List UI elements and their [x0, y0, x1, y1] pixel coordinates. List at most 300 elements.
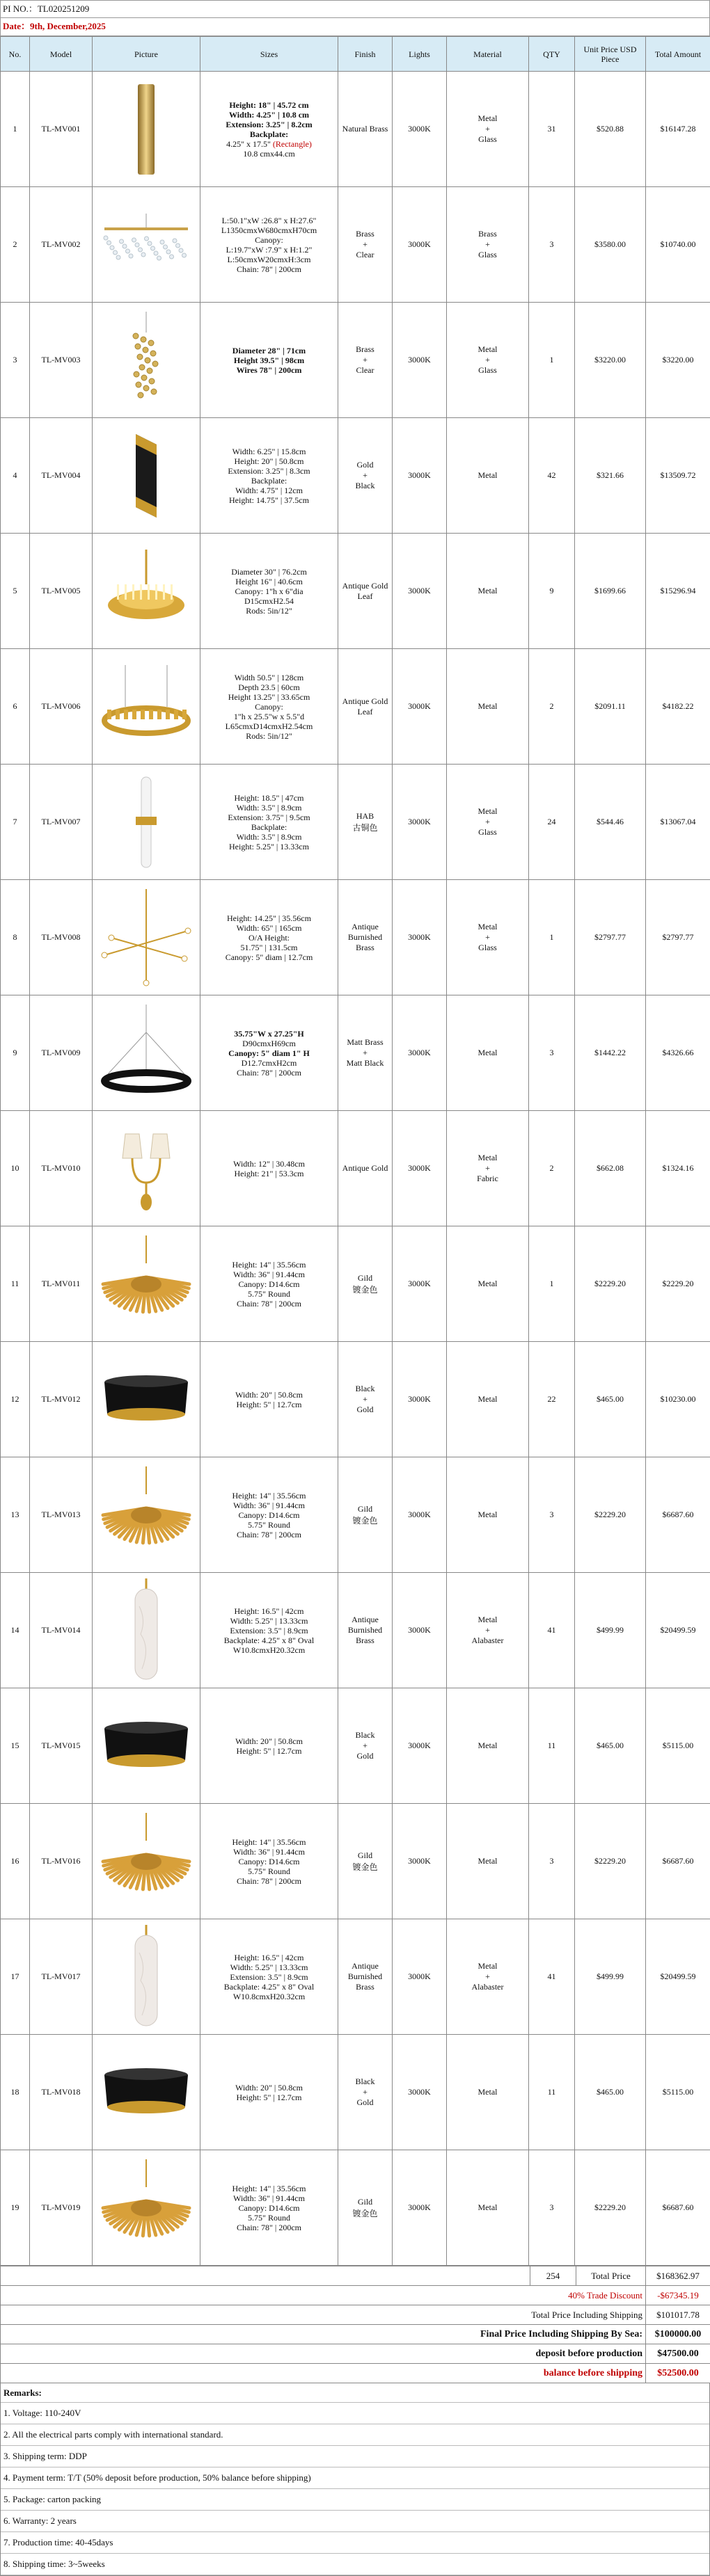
- product-sizes-line: Width: 3.5" | 8.9cm: [202, 832, 336, 842]
- product-material: [447, 2035, 529, 2150]
- product-sizes-line: D15cmxH2.54: [202, 596, 336, 606]
- product-material: [447, 765, 529, 880]
- product-sizes: [200, 1342, 338, 1457]
- light-temperature: 3000K: [393, 1226, 447, 1342]
- product-material-line: Alabaster: [448, 1635, 527, 1646]
- product-sizes-line: Width: 6.25" | 15.8cm: [202, 447, 336, 456]
- product-finish-line: Gold: [340, 1405, 390, 1415]
- model-code: TL-MV008: [30, 880, 93, 995]
- product-sizes-line: Height: 18" | 45.72 cm: [202, 100, 336, 110]
- product-sizes-line: Height: 5" | 12.7cm: [202, 1400, 336, 1409]
- light-temperature: 3000K: [393, 2035, 447, 2150]
- table-row: [1, 649, 710, 765]
- model-code: TL-MV010: [30, 1111, 93, 1226]
- light-temperature: 3000K: [393, 649, 447, 765]
- row-number: 6: [1, 649, 30, 765]
- table-row: [1, 995, 710, 1111]
- product-table: [0, 36, 710, 2266]
- product-sizes-line: 5.75" Round: [202, 2213, 336, 2223]
- product-sizes-line: D90cmxH69cm: [202, 1039, 336, 1048]
- row-number: 12: [1, 1342, 30, 1457]
- total-amount: $4326.66: [646, 995, 710, 1111]
- product-sizes: [200, 1457, 338, 1573]
- quantity: 24: [529, 765, 575, 880]
- row-number: 10: [1, 1111, 30, 1226]
- black-drum-flush-mount-icon: [97, 2040, 195, 2145]
- product-sizes: [200, 72, 338, 187]
- black-drum-flush-mount-icon: [97, 1694, 195, 1798]
- product-sizes: [200, 995, 338, 1111]
- deposit-row: [1, 2344, 710, 2364]
- remark-item: 2. All the electrical parts comply with international standard.: [1, 2424, 709, 2446]
- product-sizes-line: Width: 12" | 30.48cm: [202, 1159, 336, 1169]
- product-picture: [93, 1111, 200, 1226]
- product-finish: [338, 1688, 393, 1804]
- product-sizes-line: Height: 20" | 50.8cm: [202, 456, 336, 466]
- balance-row: [1, 2364, 710, 2383]
- product-picture: [93, 880, 200, 995]
- product-sizes-line: Extension: 3.5" | 8.9cm: [202, 1626, 336, 1635]
- product-material: [447, 2150, 529, 2266]
- total-amount: $6687.60: [646, 1457, 710, 1573]
- product-material-line: Metal: [448, 806, 527, 817]
- product-sizes-line: Canopy: D14.6cm: [202, 1279, 336, 1289]
- unit-price: $1442.22: [575, 995, 646, 1111]
- product-sizes-line: Height: 5.25" | 13.33cm: [202, 842, 336, 851]
- product-finish-line: Brass: [340, 1635, 390, 1646]
- light-temperature: 3000K: [393, 534, 447, 649]
- unit-price: $465.00: [575, 1342, 646, 1457]
- crystal-linear-chandelier-icon: [97, 193, 195, 297]
- product-finish-line: Antique Gold: [340, 581, 390, 591]
- unit-price: $499.99: [575, 1919, 646, 2035]
- product-sizes-line: Width: 4.25" | 10.8 cm: [202, 110, 336, 120]
- product-finish: [338, 2035, 393, 2150]
- product-material-line: +: [448, 1163, 527, 1174]
- product-sizes-line: Canopy:: [202, 235, 336, 245]
- deposit-label: deposit before production: [1, 2344, 646, 2364]
- product-sizes-line: Height: 14" | 35.56cm: [202, 2184, 336, 2193]
- tall-cylinder-wall-sconce-icon: [97, 77, 195, 182]
- product-finish-line: Brass: [340, 943, 390, 953]
- unit-price: $3580.00: [575, 187, 646, 303]
- product-material-line: Metal: [448, 1856, 527, 1866]
- quantity: 3: [529, 2150, 575, 2266]
- model-code: TL-MV007: [30, 765, 93, 880]
- product-material-line: +: [448, 932, 527, 943]
- product-finish-line: Black: [340, 481, 390, 491]
- model-code: TL-MV009: [30, 995, 93, 1111]
- light-temperature: 3000K: [393, 1573, 447, 1688]
- product-sizes: [200, 1919, 338, 2035]
- product-sizes-line: 35.75"W x 27.25"H: [202, 1029, 336, 1039]
- quantity: 3: [529, 995, 575, 1111]
- product-sizes-line: 5.75" Round: [202, 1289, 336, 1299]
- product-sizes-line: Height 13.25" | 33.65cm: [202, 692, 336, 702]
- product-finish-line: Matt Brass: [340, 1037, 390, 1048]
- product-sizes-line: D12.7cmxH2cm: [202, 1058, 336, 1068]
- product-sizes-line: Height: 21" | 53.3cm: [202, 1169, 336, 1178]
- table-row: [1, 1111, 710, 1226]
- total-price-value: $168362.97: [646, 2266, 710, 2286]
- model-code: TL-MV002: [30, 187, 93, 303]
- product-finish-line: Brass: [340, 229, 390, 239]
- total-price-label: Total Price: [576, 2266, 646, 2286]
- table-row: [1, 2150, 710, 2266]
- table-row: [1, 187, 710, 303]
- product-sizes-line: W10.8cmxH20.32cm: [202, 1645, 336, 1655]
- product-material: [447, 1457, 529, 1573]
- product-sizes-line: 10.8 cmx44.cm: [202, 149, 336, 159]
- product-sizes-line: Canopy: D14.6cm: [202, 2203, 336, 2213]
- quantity: 3: [529, 1804, 575, 1919]
- product-sizes-line: Height: 16.5" | 42cm: [202, 1953, 336, 1962]
- product-sizes: [200, 1226, 338, 1342]
- row-number: 17: [1, 1919, 30, 2035]
- table-row: [1, 1688, 710, 1804]
- product-finish-line: 古铜色: [340, 822, 390, 833]
- total-amount: $20499.59: [646, 1573, 710, 1688]
- product-sizes: [200, 880, 338, 995]
- product-sizes-line: Canopy: 5" diam 1" H: [202, 1048, 336, 1058]
- product-picture: [93, 1342, 200, 1457]
- product-finish-line: Black: [340, 1730, 390, 1741]
- row-number: 16: [1, 1804, 30, 1919]
- quantity: 42: [529, 418, 575, 534]
- product-picture: [93, 72, 200, 187]
- product-material-line: +: [448, 124, 527, 134]
- product-finish-line: Black: [340, 1384, 390, 1394]
- product-picture: [93, 303, 200, 418]
- product-finish-line: Matt Black: [340, 1058, 390, 1069]
- row-number: 15: [1, 1688, 30, 1804]
- unit-price: $662.08: [575, 1111, 646, 1226]
- product-material-line: Glass: [448, 943, 527, 953]
- product-material-line: Metal: [448, 2087, 527, 2097]
- product-sizes-line: 1"h x 25.5"w x 5.5"d: [202, 712, 336, 721]
- product-sizes-line: Backplate: 4.25" x 8" Oval: [202, 1635, 336, 1645]
- product-picture: [93, 1573, 200, 1688]
- product-finish-line: Brass: [340, 344, 390, 355]
- final-price-value: $100000.00: [646, 2325, 710, 2344]
- table-header-row: [1, 37, 710, 72]
- table-row: [1, 418, 710, 534]
- product-picture: [93, 1457, 200, 1573]
- product-material: [447, 187, 529, 303]
- product-finish-line: +: [340, 1741, 390, 1751]
- product-material-line: Metal: [448, 344, 527, 355]
- light-temperature: 3000K: [393, 187, 447, 303]
- product-sizes-line: Height 16" | 40.6cm: [202, 577, 336, 586]
- product-sizes-line: L:19.7"xW :7.9" x H:1.2": [202, 245, 336, 255]
- unit-price: $2229.20: [575, 1804, 646, 1919]
- product-sizes-line: Width: 5.25" | 13.33cm: [202, 1962, 336, 1972]
- total-amount: $4182.22: [646, 649, 710, 765]
- product-finish-line: +: [340, 2087, 390, 2097]
- product-finish: [338, 649, 393, 765]
- product-material: [447, 1226, 529, 1342]
- model-code: TL-MV012: [30, 1342, 93, 1457]
- product-sizes: [200, 1111, 338, 1226]
- product-finish-line: Black: [340, 2077, 390, 2087]
- product-sizes-line: Chain: 78" | 200cm: [202, 1876, 336, 1886]
- product-picture: [93, 1688, 200, 1804]
- product-material-line: +: [448, 355, 527, 365]
- qty-total: 254: [530, 2266, 576, 2286]
- total-amount: $13067.04: [646, 765, 710, 880]
- model-code: TL-MV005: [30, 534, 93, 649]
- product-sizes-line: Width: 65" | 165cm: [202, 923, 336, 933]
- col-no-header: No.: [1, 37, 30, 72]
- product-finish-line: Burnished: [340, 932, 390, 943]
- product-finish-line: HAB: [340, 811, 390, 822]
- light-temperature: 3000K: [393, 418, 447, 534]
- model-code: TL-MV019: [30, 2150, 93, 2266]
- product-sizes-line: Width: 5.25" | 13.33cm: [202, 1616, 336, 1626]
- product-sizes-line: Backplate:: [202, 476, 336, 486]
- product-sizes-line: Backplate:: [202, 822, 336, 832]
- remark-item: 8. Shipping time: 3~5weeks: [1, 2554, 709, 2575]
- total-amount: $10230.00: [646, 1342, 710, 1457]
- product-material: [447, 1111, 529, 1226]
- product-sizes-line: Width: 36" | 91.44cm: [202, 1501, 336, 1510]
- table-row: [1, 1226, 710, 1342]
- product-sizes-line: 5.75" Round: [202, 1866, 336, 1876]
- table-row: [1, 1573, 710, 1688]
- product-finish: [338, 1226, 393, 1342]
- product-sizes-line: Diameter 28" | 71cm: [202, 346, 336, 355]
- product-sizes-line: 51.75" | 131.5cm: [202, 943, 336, 952]
- product-material-line: Metal: [448, 1394, 527, 1405]
- row-number: 5: [1, 534, 30, 649]
- sputnik-branch-chandelier-icon: [97, 886, 195, 990]
- product-material-line: Metal: [448, 1741, 527, 1751]
- product-sizes-line: O/A Height:: [202, 933, 336, 943]
- model-code: TL-MV003: [30, 303, 93, 418]
- product-finish-line: +: [340, 1048, 390, 1058]
- incl-shipping-value: $101017.78: [646, 2305, 710, 2325]
- product-finish-line: Leaf: [340, 707, 390, 717]
- gold-leaf-pendant-icon: [97, 2156, 195, 2260]
- black-ring-chandelier-icon: [97, 1001, 195, 1105]
- product-finish: [338, 765, 393, 880]
- product-finish: [338, 187, 393, 303]
- product-sizes-line: Rods: 5in/12": [202, 606, 336, 616]
- total-price-row: [1, 2266, 710, 2286]
- product-finish-line: Antique Gold: [340, 696, 390, 707]
- product-material-line: Glass: [448, 827, 527, 838]
- row-number: 2: [1, 187, 30, 303]
- product-sizes-line: Height: 14" | 35.56cm: [202, 1837, 336, 1847]
- quantity: 3: [529, 187, 575, 303]
- product-material: [447, 1804, 529, 1919]
- product-sizes-line: Height: 14.25" | 35.56cm: [202, 913, 336, 923]
- row-number: 13: [1, 1457, 30, 1573]
- model-code: TL-MV015: [30, 1688, 93, 1804]
- product-sizes-line: Chain: 78" | 200cm: [202, 264, 336, 274]
- product-sizes-line: L:50cmxW20cmxH:3cm: [202, 255, 336, 264]
- unit-price: $2091.11: [575, 649, 646, 765]
- product-finish: [338, 303, 393, 418]
- product-finish-line: +: [340, 1394, 390, 1405]
- unit-price: $499.99: [575, 1573, 646, 1688]
- product-sizes-line: 5.75" Round: [202, 1520, 336, 1530]
- quantity: 9: [529, 534, 575, 649]
- product-finish-line: Burnished: [340, 1625, 390, 1635]
- quantity: 2: [529, 649, 575, 765]
- product-sizes-line: L65cmxD14cmxH2.54cm: [202, 721, 336, 731]
- product-material-line: Metal: [448, 1961, 527, 1971]
- incl-shipping-row: [1, 2305, 710, 2325]
- unit-price: $2229.20: [575, 1457, 646, 1573]
- product-sizes-line: Height: 14.75" | 37.5cm: [202, 495, 336, 505]
- product-material-line: Glass: [448, 134, 527, 145]
- product-material-line: Alabaster: [448, 1982, 527, 1992]
- product-sizes: [200, 765, 338, 880]
- table-row: [1, 2035, 710, 2150]
- light-temperature: 3000K: [393, 303, 447, 418]
- product-finish: [338, 880, 393, 995]
- gold-leaf-pendant-icon: [97, 1809, 195, 1914]
- table-row: [1, 534, 710, 649]
- table-row: [1, 1804, 710, 1919]
- table-row: [1, 303, 710, 418]
- row-number: 18: [1, 2035, 30, 2150]
- product-material: [447, 995, 529, 1111]
- product-sizes: [200, 1804, 338, 1919]
- product-sizes-line: 4.25" x 17.5" (Rectangle): [202, 139, 336, 149]
- product-material-line: Metal: [448, 701, 527, 712]
- product-material-line: Metal: [448, 1510, 527, 1520]
- unit-price: $1699.66: [575, 534, 646, 649]
- product-sizes-line: Backplate:: [202, 129, 336, 139]
- remark-item: 4. Payment term: T/T (50% deposit before production, 50% balance before shipping): [1, 2467, 709, 2489]
- light-temperature: 3000K: [393, 1342, 447, 1457]
- quantity: 1: [529, 303, 575, 418]
- product-sizes-line: Extension: 3.75" | 9.5cm: [202, 813, 336, 822]
- product-sizes-line: Rods: 5in/12": [202, 731, 336, 741]
- product-finish-line: Gold: [340, 460, 390, 470]
- product-material: [447, 534, 529, 649]
- product-picture: [93, 995, 200, 1111]
- product-finish-line: Gild: [340, 1273, 390, 1283]
- total-amount: $1324.16: [646, 1111, 710, 1226]
- product-finish-line: Gold: [340, 2097, 390, 2108]
- gold-leaf-pendant-icon: [97, 1232, 195, 1336]
- product-material-line: Metal: [448, 1279, 527, 1289]
- unit-price: $2797.77: [575, 880, 646, 995]
- product-sizes: [200, 187, 338, 303]
- product-sizes: [200, 2150, 338, 2266]
- product-finish-line: 镀金色: [340, 1861, 390, 1873]
- light-temperature: 3000K: [393, 1804, 447, 1919]
- incl-shipping-label: Total Price Including Shipping: [1, 2305, 646, 2325]
- row-number: 19: [1, 2150, 30, 2266]
- product-material: [447, 303, 529, 418]
- row-number: 8: [1, 880, 30, 995]
- product-material-line: Metal: [448, 1153, 527, 1163]
- product-finish: [338, 2150, 393, 2266]
- product-material: [447, 1573, 529, 1688]
- model-code: TL-MV013: [30, 1457, 93, 1573]
- remark-item: 6. Warranty: 2 years: [1, 2511, 709, 2532]
- total-amount: $10740.00: [646, 187, 710, 303]
- crystal-pendant-icon: [97, 308, 195, 413]
- model-code: TL-MV006: [30, 649, 93, 765]
- unit-price: $544.46: [575, 765, 646, 880]
- double-shade-sconce-icon: [97, 1117, 195, 1221]
- product-sizes-line: L1350cmxW680cmxH70cm: [202, 225, 336, 235]
- product-sizes-line: Height: 5" | 12.7cm: [202, 2093, 336, 2102]
- product-sizes-line: Width: 3.5" | 8.9cm: [202, 803, 336, 813]
- product-finish-line: 镀金色: [340, 2207, 390, 2219]
- total-amount: $16147.28: [646, 72, 710, 187]
- quantity: 11: [529, 1688, 575, 1804]
- product-finish-line: Antique: [340, 922, 390, 932]
- col-sizes-header: Sizes: [200, 37, 338, 72]
- total-amount: $15296.94: [646, 534, 710, 649]
- pi-number: PI NO.：TL020251209: [0, 0, 710, 18]
- product-sizes-line: Chain: 78" | 200cm: [202, 1068, 336, 1078]
- total-amount: $2229.20: [646, 1226, 710, 1342]
- product-finish-line: Antique: [340, 1615, 390, 1625]
- product-material-line: Metal: [448, 1048, 527, 1058]
- product-finish-line: +: [340, 355, 390, 365]
- col-qty-header: QTY: [529, 37, 575, 72]
- total-amount: $20499.59: [646, 1919, 710, 2035]
- product-finish: [338, 72, 393, 187]
- row-number: 1: [1, 72, 30, 187]
- unit-price: $520.88: [575, 72, 646, 187]
- product-sizes: [200, 649, 338, 765]
- unit-price: $465.00: [575, 2035, 646, 2150]
- product-material-line: Metal: [448, 113, 527, 124]
- product-finish-line: Gild: [340, 1850, 390, 1861]
- unit-price: $465.00: [575, 1688, 646, 1804]
- product-picture: [93, 418, 200, 534]
- summary-table: [0, 2266, 710, 2383]
- gold-ring-chandelier-icon: [97, 655, 195, 759]
- product-sizes-line: Height: 18.5" | 47cm: [202, 793, 336, 803]
- unit-price: $2229.20: [575, 1226, 646, 1342]
- product-sizes: [200, 534, 338, 649]
- total-amount: $6687.60: [646, 1804, 710, 1919]
- table-row: [1, 1457, 710, 1573]
- col-total-amount-header: Total Amount: [646, 37, 710, 72]
- product-material: [447, 418, 529, 534]
- product-finish-line: Natural Brass: [340, 124, 390, 134]
- light-temperature: 3000K: [393, 1688, 447, 1804]
- product-sizes-line: Chain: 78" | 200cm: [202, 1299, 336, 1309]
- product-sizes-line: Width: 36" | 91.44cm: [202, 2193, 336, 2203]
- product-material-line: Metal: [448, 1615, 527, 1625]
- discount-value: -$67345.19: [646, 2286, 710, 2305]
- light-temperature: 3000K: [393, 1111, 447, 1226]
- product-material-line: Fabric: [448, 1174, 527, 1184]
- unit-price: $321.66: [575, 418, 646, 534]
- product-finish: [338, 1804, 393, 1919]
- final-price-row: [1, 2325, 710, 2344]
- row-number: 9: [1, 995, 30, 1111]
- product-sizes-line: Wires 78" | 200cm: [202, 365, 336, 375]
- gold-leaf-chandelier-icon: [97, 539, 195, 643]
- light-temperature: 3000K: [393, 2150, 447, 2266]
- product-material-line: Brass: [448, 229, 527, 239]
- product-material: [447, 72, 529, 187]
- product-sizes-line: Chain: 78" | 200cm: [202, 1530, 336, 1539]
- product-sizes-line: W10.8cmxH20.32cm: [202, 1992, 336, 2001]
- remark-item: 5. Package: carton packing: [1, 2489, 709, 2511]
